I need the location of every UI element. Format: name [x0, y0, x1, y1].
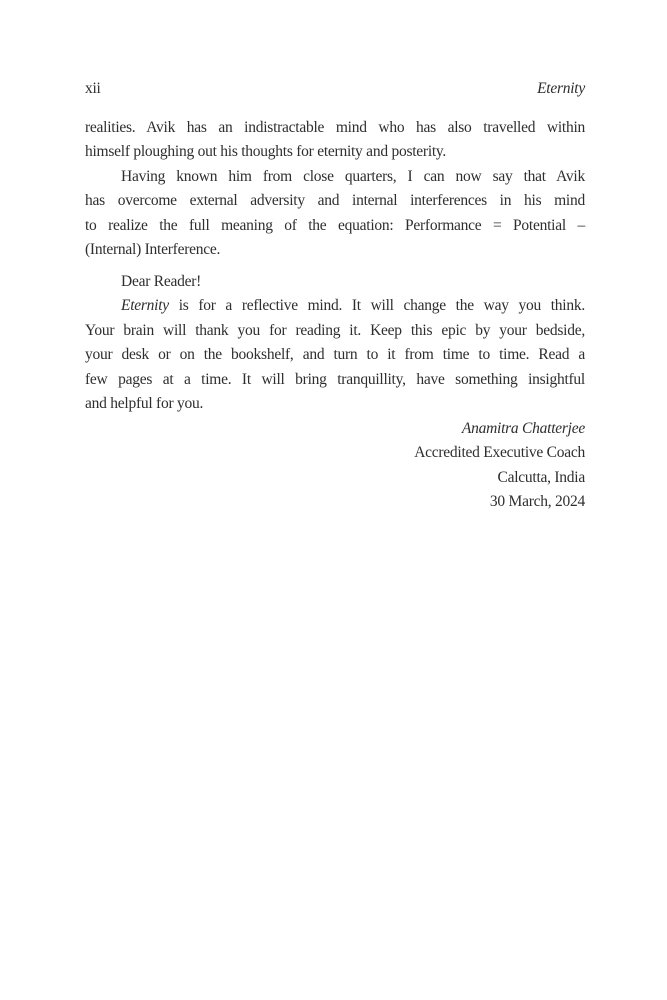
text-line: Your brain will thank you for reading it. Keep this epic by your bedside, — [85, 321, 585, 339]
paragraph — [85, 116, 585, 165]
page-header — [85, 77, 585, 102]
text-line: (Internal) Interference. — [85, 241, 221, 258]
text-line: to realize the full meaning of the equation: Performance = Potential – — [85, 216, 585, 234]
text-line: has overcome external adversity and internal interferences in his mind — [85, 192, 585, 209]
text-line: Dear Reader! — [121, 272, 202, 290]
text-line: himself ploughing out his thoughts for eternity and posterity. — [85, 143, 447, 160]
signature-line: Accredited Executive Coach — [414, 444, 585, 461]
text-line: Eternity is for a reflective mind. It will change the way you think. — [121, 297, 585, 314]
text-line: Having known him from close quarters, I can now say that Avik — [121, 167, 585, 185]
page-number: xii — [85, 80, 101, 97]
page-content — [85, 77, 585, 515]
signature-line: Calcutta, India — [497, 468, 585, 486]
signature-line: 30 March, 2024 — [489, 493, 585, 510]
text-line: few pages at a time. It will bring tranquillity, have something insightful — [85, 370, 585, 388]
text-line: realities. Avik has an indistractable mind who has also travelled within — [85, 118, 585, 136]
paragraph — [85, 294, 585, 417]
paragraph — [85, 165, 585, 263]
body-text — [85, 116, 585, 417]
text-line: and helpful for you. — [85, 395, 204, 412]
signature-line: Anamitra Chatterjee — [461, 419, 585, 437]
paragraph — [85, 270, 585, 295]
running-title: Eternity — [537, 80, 585, 97]
signature-block — [85, 417, 585, 515]
text-line: your desk or on the bookshelf, and turn to it from time to time. Read a — [85, 346, 585, 363]
